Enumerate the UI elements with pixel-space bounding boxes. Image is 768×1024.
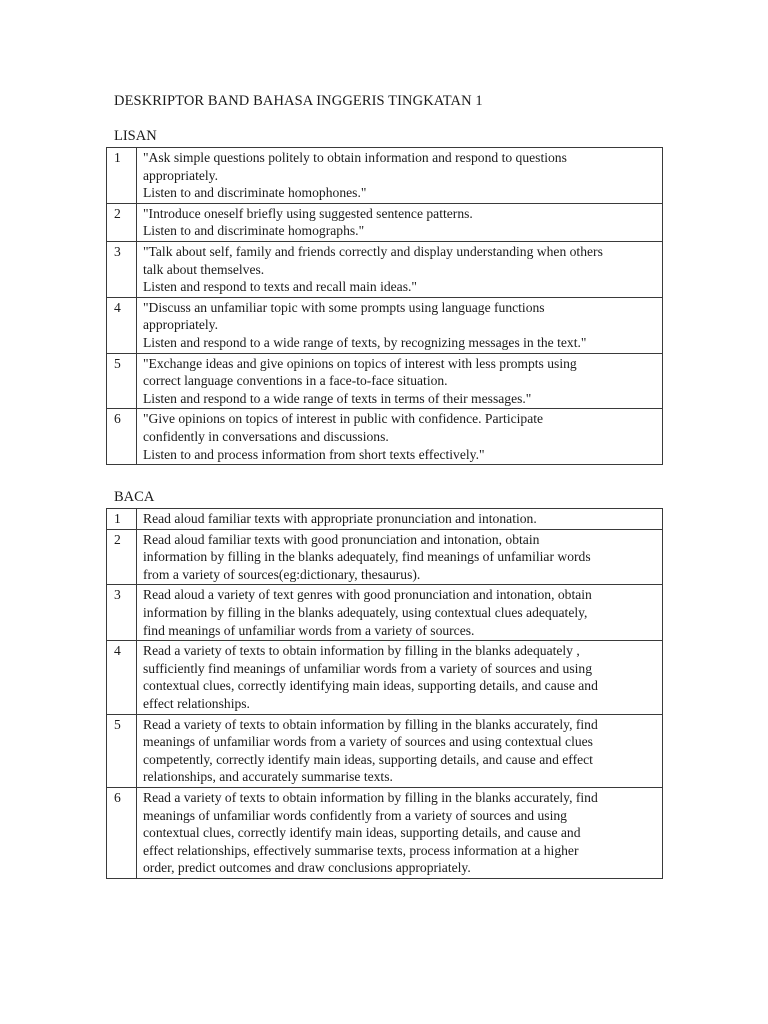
descriptor-line: contextual clues, correctly identify main ideas, supporting details, and cause and — [143, 825, 581, 841]
table-row — [107, 641, 663, 714]
table-row — [107, 241, 663, 297]
section-label-lisan: LISAN — [114, 128, 157, 144]
band-number: 2 — [107, 529, 137, 585]
descriptor-line: competently, correctly identify main ideas, supporting details, and cause and effect — [143, 751, 593, 767]
descriptor-line: effect relationships. — [143, 695, 250, 711]
descriptor-line: talk about themselves. — [143, 261, 265, 277]
descriptor-line: Listen and respond to a wide range of texts in terms of their messages." — [143, 390, 532, 406]
descriptor-line: Listen to and discriminate homophones." — [143, 185, 367, 201]
descriptor-line: find meanings of unfamiliar words from a variety of sources. — [143, 622, 475, 638]
band-number: 3 — [107, 241, 137, 297]
band-number: 5 — [107, 714, 137, 787]
descriptor-line: Listen and respond to a wide range of texts, by recognizing messages in the text." — [143, 334, 587, 350]
table-row — [107, 787, 663, 878]
table-row — [107, 297, 663, 353]
table-row — [107, 585, 663, 641]
band-descriptor — [137, 509, 663, 530]
descriptor-line: Read a variety of texts to obtain information by filling in the blanks adequately , — [143, 643, 580, 659]
descriptor-line: "Discuss an unfamiliar topic with some prompts using language functions — [143, 299, 545, 315]
band-number: 2 — [107, 203, 137, 241]
descriptor-line: Read aloud familiar texts with appropriate pronunciation and intonation. — [143, 511, 537, 526]
table-row — [107, 714, 663, 787]
descriptor-line: correct language conventions in a face-to-face situation. — [143, 373, 448, 389]
baca-table — [106, 508, 663, 879]
band-descriptor — [137, 585, 663, 641]
band-number: 6 — [107, 409, 137, 465]
band-number: 1 — [107, 148, 137, 204]
band-number: 4 — [107, 641, 137, 714]
descriptor-line: "Talk about self, family and friends correctly and display understanding when others — [143, 243, 603, 259]
descriptor-line: appropriately. — [143, 167, 218, 183]
band-descriptor — [137, 353, 663, 409]
descriptor-line: "Give opinions on topics of interest in public with confidence. Participate — [143, 411, 544, 427]
descriptor-line: contextual clues, correctly identifying main ideas, supporting details, and cause and — [143, 678, 598, 694]
descriptor-line: relationships, and accurately summarise texts. — [143, 769, 393, 785]
band-number: 3 — [107, 585, 137, 641]
band-descriptor — [137, 297, 663, 353]
descriptor-line: information by filling in the blanks adequately, using contextual clues adequately, — [143, 604, 588, 620]
document-title: DESKRIPTOR BAND BAHASA INGGERIS TINGKATAN 1 — [114, 93, 483, 109]
table-row — [107, 353, 663, 409]
band-number: 1 — [107, 509, 137, 530]
descriptor-line: meanings of unfamiliar words confidently from a variety of sources and using — [143, 807, 567, 823]
band-descriptor — [137, 148, 663, 204]
band-descriptor — [137, 409, 663, 465]
descriptor-line: Listen and respond to texts and recall main ideas." — [143, 279, 417, 295]
band-number: 6 — [107, 787, 137, 878]
band-descriptor — [137, 529, 663, 585]
band-descriptor — [137, 641, 663, 714]
band-descriptor — [137, 787, 663, 878]
descriptor-line: Read aloud a variety of text genres with good pronunciation and intonation, obtain — [143, 587, 592, 603]
table-row — [107, 509, 663, 530]
band-descriptor — [137, 203, 663, 241]
descriptor-line: effect relationships, effectively summarise texts, process information at a higher — [143, 842, 579, 858]
descriptor-line: Read a variety of texts to obtain information by filling in the blanks accurately, find — [143, 716, 598, 732]
lisan-table — [106, 147, 663, 465]
descriptor-line: order, predict outcomes and draw conclusions appropriately. — [143, 860, 471, 876]
descriptor-line: confidently in conversations and discussions. — [143, 428, 389, 444]
table-row — [107, 409, 663, 465]
band-number: 5 — [107, 353, 137, 409]
descriptor-line: meanings of unfamiliar words from a variety of sources and using contextual clues — [143, 734, 593, 750]
section-label-baca: BACA — [114, 489, 155, 505]
descriptor-line: information by filling in the blanks adequately, find meanings of unfamiliar words — [143, 549, 591, 565]
descriptor-line: Listen to and process information from short texts effectively." — [143, 446, 485, 462]
descriptor-line: "Exchange ideas and give opinions on topics of interest with less prompts using — [143, 355, 577, 371]
band-number: 4 — [107, 297, 137, 353]
table-row — [107, 148, 663, 204]
band-descriptor — [137, 241, 663, 297]
descriptor-line: "Introduce oneself briefly using suggested sentence patterns. — [143, 205, 473, 221]
descriptor-line: Listen to and discriminate homographs." — [143, 223, 365, 239]
band-descriptor — [137, 714, 663, 787]
descriptor-line: appropriately. — [143, 317, 218, 333]
descriptor-line: Read a variety of texts to obtain information by filling in the blanks accurately, find — [143, 789, 598, 805]
descriptor-line: from a variety of sources(eg:dictionary, thesaurus). — [143, 566, 421, 582]
descriptor-line: "Ask simple questions politely to obtain information and respond to questions — [143, 150, 567, 165]
table-row — [107, 529, 663, 585]
descriptor-line: sufficiently find meanings of unfamiliar words from a variety of sources and using — [143, 660, 592, 676]
descriptor-line: Read aloud familiar texts with good pronunciation and intonation, obtain — [143, 531, 540, 547]
table-row — [107, 203, 663, 241]
